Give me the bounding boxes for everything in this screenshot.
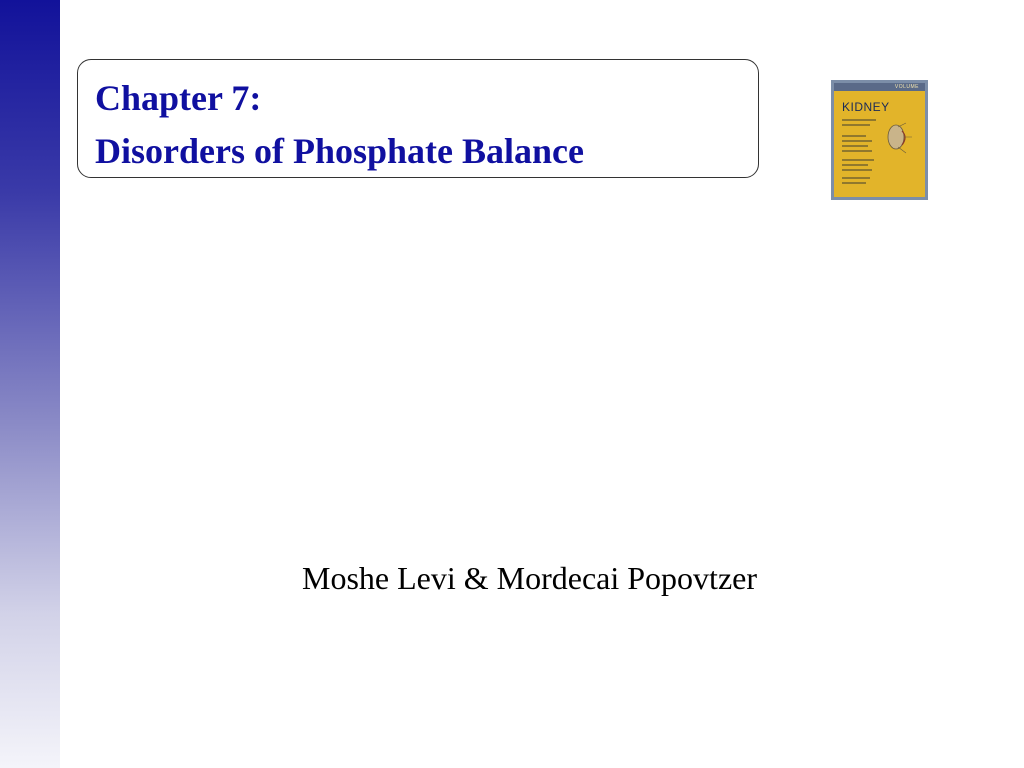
book-cover-text-line [842, 169, 872, 171]
book-cover-image [831, 80, 928, 200]
book-cover-band [834, 83, 925, 91]
book-cover-text-line [842, 182, 866, 184]
book-cover-text-line [842, 145, 868, 147]
book-cover-text-line [842, 177, 870, 179]
kidney-illustration-icon [884, 121, 914, 157]
chapter-subtitle: Disorders of Phosphate Balance [95, 131, 584, 171]
book-cover-text-line [842, 119, 876, 121]
book-cover-text-line [842, 140, 872, 142]
book-cover-text-line [842, 164, 868, 166]
authors-text: Moshe Levi & Mordecai Popovtzer [302, 560, 757, 596]
book-cover-title: KIDNEY [842, 100, 890, 114]
book-cover-text-line [842, 135, 866, 137]
book-cover-text-line [842, 159, 874, 161]
book-cover-band-text: VOLUME [894, 84, 919, 90]
book-cover-text-line [842, 150, 872, 152]
gradient-sidebar [0, 0, 60, 768]
title-box [77, 59, 759, 178]
chapter-title: Chapter 7: [95, 78, 262, 118]
book-cover-text-line [842, 124, 870, 126]
